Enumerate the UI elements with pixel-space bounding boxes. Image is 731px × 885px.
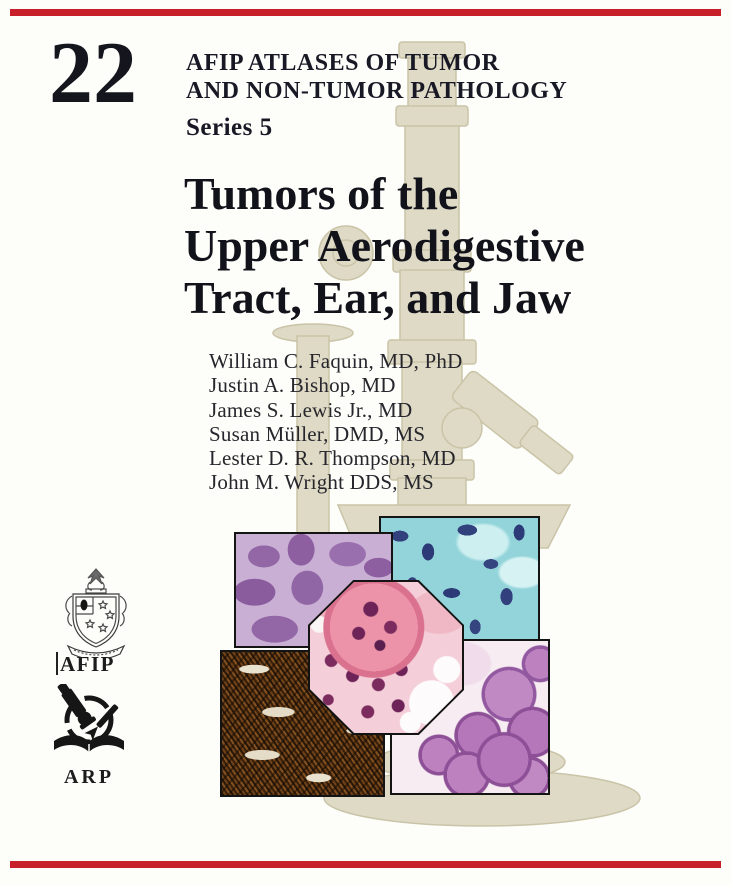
arp-label: ARP [63, 766, 115, 788]
book-title [184, 168, 585, 324]
bottom-red-rule [10, 861, 721, 868]
author-list [209, 349, 462, 495]
volume-number: 22 [49, 25, 137, 122]
book-title-line2: Upper Aerodigestive [184, 220, 585, 271]
book-title-line3: Tract, Ear, and Jaw [184, 272, 572, 323]
author-name: Susan Müller, DMD, MS [209, 421, 426, 446]
histology-panel-octagon-giant-cell [308, 580, 464, 735]
afip-crest-icon [60, 566, 132, 658]
book-title-line1: Tumors of the [184, 168, 459, 219]
author-name: William C. Faquin, MD, PhD [209, 349, 463, 373]
series-heading-line2: AND NON-TUMOR PATHOLOGY [186, 78, 568, 104]
author-name: James S. Lewis Jr., MD [209, 397, 413, 422]
author-name: Lester D. R. Thompson, MD [209, 446, 456, 471]
top-red-rule [10, 9, 721, 16]
scan-artifact-bar [56, 652, 58, 675]
histology-octagon-image [310, 582, 462, 733]
author-name: Justin A. Bishop, MD [209, 373, 396, 398]
afip-label: AFIP [56, 652, 136, 677]
arp-emblem-icon [50, 684, 128, 764]
series-label: Series 5 [186, 114, 273, 141]
series-heading [186, 49, 567, 105]
author-name: John M. Wright DDS, MS [209, 470, 434, 495]
series-heading-line1: AFIP ATLASES OF TUMOR [186, 50, 500, 76]
